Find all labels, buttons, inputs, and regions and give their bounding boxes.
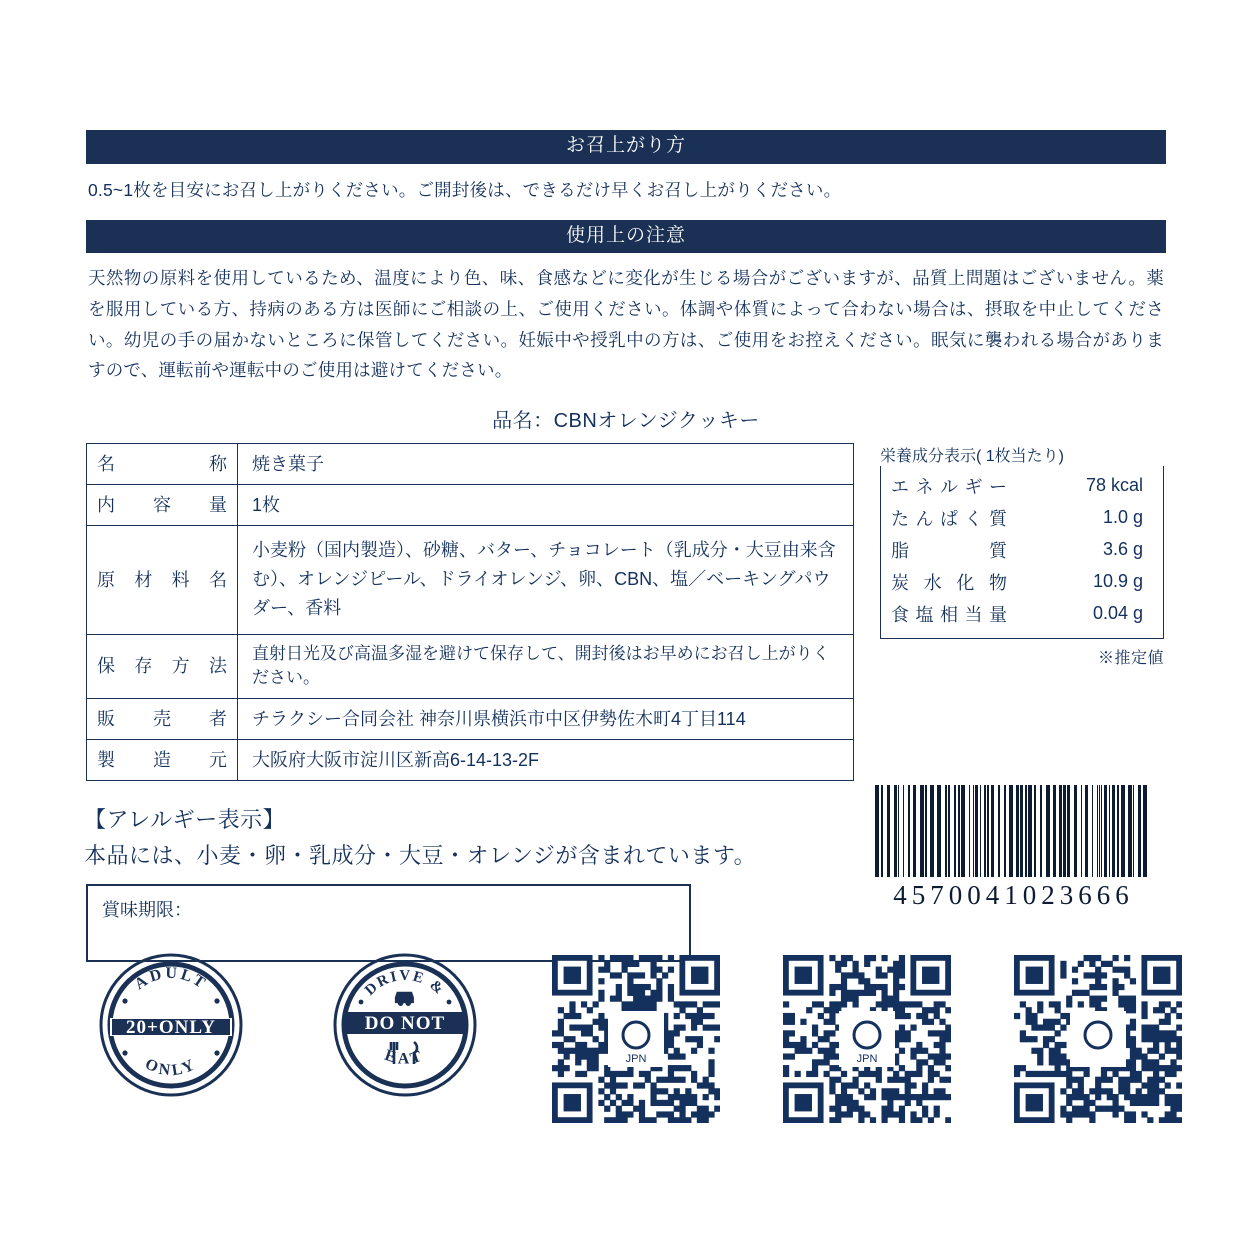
svg-text:ADULT: ADULT: [131, 964, 211, 994]
table-row: [881, 566, 1165, 598]
table-row: [881, 598, 1165, 630]
product-info-table: [86, 443, 854, 781]
svg-text:DO NOT: DO NOT: [364, 1013, 446, 1034]
svg-text:EAT: EAT: [382, 1046, 428, 1068]
qr-code-3[interactable]: [1014, 955, 1182, 1123]
adult-only-icon: [96, 950, 246, 1100]
svg-text:20+ONLY: 20+ONLY: [126, 1017, 216, 1038]
svg-text:JPN: JPN: [856, 1053, 878, 1065]
caution-text: 天然物の原料を使用しているため、温度により色、味、食感などに変化が生じる場合がございますが、品質上問題はございません。薬を服用している方、持病のある方は医師にご相談の上、ご使用ください。体調や体質によって合わない場合は、摂取を中止してください。幼児の手の届かないところに保管してください。妊娠中や授乳中の方は、ご使用をお控えください。眠気に襲われる場合がありますので、運転前や運転中のご使用は避けてください。: [88, 268, 1164, 381]
do-not-eat-icon: [330, 950, 480, 1100]
row-value: 大阪府大阪市淀川区新高6-14-13-2F: [238, 739, 854, 780]
serving-text: 0.5~1枚を目安にお召し上がりください。ご開封後は、できるだけ早くお召し上がりください。: [88, 179, 842, 200]
row-label: [87, 485, 238, 526]
adult-only-badge: [96, 950, 246, 1105]
nutrition-key-text: 炭水化物: [891, 572, 1007, 593]
row-label: [87, 443, 238, 484]
barcode: [870, 785, 1152, 911]
allergy-body: 本品には、小麦・卵・乳成分・大豆・オレンジが含まれています。: [84, 843, 757, 869]
nutrition-key: [881, 566, 1051, 598]
table-row: [881, 470, 1165, 502]
nutrition-table: [881, 470, 1165, 630]
barcode-number: 4570041023666: [893, 880, 1134, 910]
nutrition-value: 1.0 g: [1102, 507, 1143, 528]
row-value: 小麦粉（国内製造）、砂糖、バター、チョコレート（乳成分・大豆由来含む）、オレンジピール、ドライオレンジ、卵、CBN、塩／ベーキングパウダー、香料: [238, 526, 854, 634]
svg-text:ONLY: ONLY: [142, 1055, 200, 1080]
nutrition-key: [881, 534, 1051, 566]
nutrition-key: [881, 502, 1051, 534]
row-value: 直射日光及び高温多湿を避けて保存して、開封後はお早めにお召し上がりください。: [238, 634, 854, 698]
row-label-text: 販売者: [97, 708, 227, 729]
row-label: [87, 526, 238, 634]
table-row: [881, 534, 1165, 566]
badges-row: [86, 950, 1166, 1140]
expiry-label: 賞味期限：: [102, 900, 192, 921]
row-label: [87, 698, 238, 739]
row-value: 1枚: [238, 485, 854, 526]
table-row: [87, 739, 854, 780]
nutrition-key: [881, 470, 1051, 502]
product-name: 品名：CBNオレンジクッキー: [492, 409, 760, 432]
nutrition-header: 栄養成分表示( 1枚当たり): [880, 447, 1065, 465]
row-value: チラクシー合同会社 神奈川県横浜市中区伊勢佐木町4丁目114: [238, 698, 854, 739]
table-row: [87, 634, 854, 698]
row-label-text: 内容量: [97, 495, 227, 515]
nutrition-panel: [880, 443, 1164, 668]
nutrition-value: 78 kcal: [1085, 475, 1143, 496]
nutrition-value: 10.9 g: [1092, 571, 1143, 592]
row-label-text: 名 称: [97, 453, 227, 474]
row-label-text: 製造元: [97, 749, 227, 770]
allergy-title: 【アレルギー表示】: [84, 807, 286, 833]
row-label-text: 保存方法: [97, 656, 227, 677]
barcode-bars: [870, 785, 1152, 877]
svg-text:DRIVE &: DRIVE &: [362, 967, 448, 999]
caution-header: 使用上の注意: [86, 220, 1166, 254]
table-row: [881, 502, 1165, 534]
qr-code-1[interactable]: [552, 955, 720, 1123]
nutrition-key-text: 食塩相当量: [891, 604, 1007, 625]
nutrition-note: ※推定値: [1097, 649, 1164, 667]
row-value: 焼き菓子: [238, 443, 854, 484]
tables-row: [86, 443, 1166, 781]
nutrition-value: 3.6 g: [1102, 539, 1143, 560]
table-row: [87, 698, 854, 739]
nutrition-key: [881, 598, 1051, 630]
nutrition-value: 0.04 g: [1092, 603, 1143, 624]
nutrition-key-text: 脂 質: [891, 540, 1007, 561]
table-row: [87, 443, 854, 484]
table-row: [87, 485, 854, 526]
table-row: [87, 526, 854, 634]
row-label-text: 原材料名: [97, 569, 227, 590]
nutrition-body: [880, 466, 1164, 639]
row-label: [87, 634, 238, 698]
nutrition-key-text: たんぱく質: [891, 508, 1007, 529]
svg-text:JPN: JPN: [625, 1053, 647, 1065]
serving-header: お召上がり方: [86, 130, 1166, 164]
nutrition-key-text: エネルギー: [891, 476, 1007, 497]
qr-code-2[interactable]: [783, 955, 951, 1123]
row-label: [87, 739, 238, 780]
do-not-drive-badge: [330, 950, 480, 1105]
